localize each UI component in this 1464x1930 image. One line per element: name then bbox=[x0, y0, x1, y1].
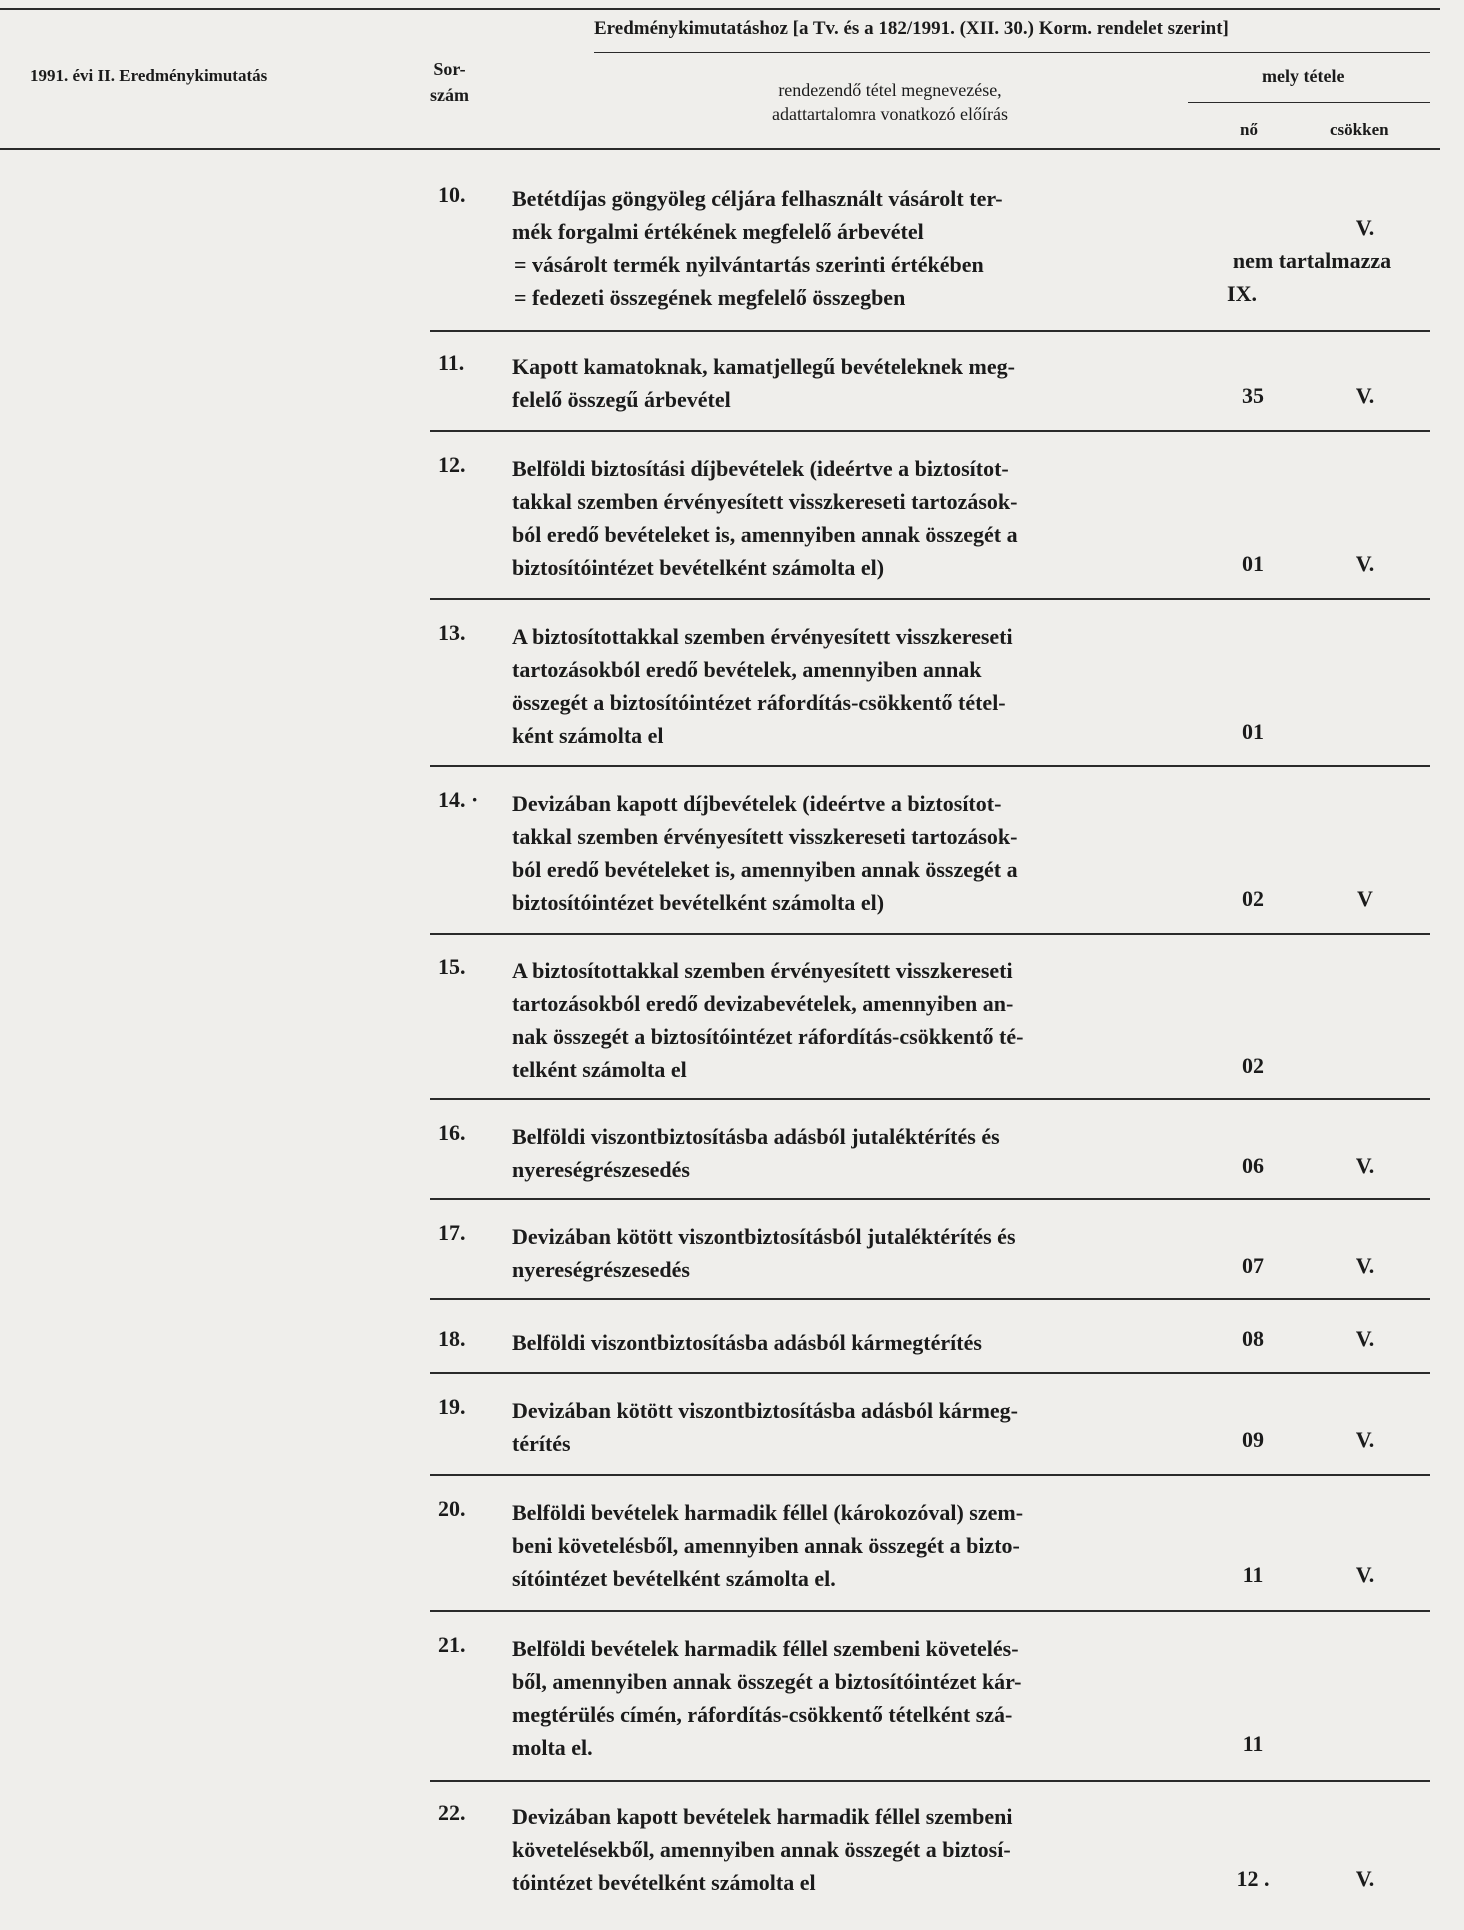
row-no-value: 08 bbox=[1242, 1326, 1264, 1351]
row-csokken-value: V bbox=[1357, 886, 1373, 911]
row-text-line: A biztosítottakkal szemben érvényesített visszkereseti bbox=[512, 624, 1013, 649]
row-text-line: molta el. bbox=[512, 1735, 593, 1760]
row-csokken-value: V. bbox=[1355, 1562, 1375, 1587]
row-number: 20. bbox=[438, 1496, 466, 1521]
description-header-line2: adattartalomra vonatkozó előírás bbox=[772, 104, 1008, 124]
row-number: 13. bbox=[438, 620, 466, 645]
row-text-line: Belföldi viszontbiztosításba adásból kármegtérítés bbox=[512, 1330, 982, 1355]
row-text-line: beni követelésből, amennyiben annak összegét a bizto- bbox=[512, 1533, 1020, 1558]
row-extra-note: IX. bbox=[1227, 281, 1257, 306]
header-bottom-rule bbox=[0, 148, 1440, 150]
row-text-line: követelésekből, amennyiben annak összegét a biztosí- bbox=[512, 1837, 1011, 1862]
row-number: 17. bbox=[438, 1220, 466, 1245]
row-text bbox=[512, 452, 1160, 584]
row-divider bbox=[430, 430, 1430, 432]
row-text bbox=[512, 1800, 1160, 1899]
row-divider bbox=[430, 765, 1430, 767]
row-text-line: ként számolta el bbox=[512, 723, 664, 748]
row-text-line: biztosítóintézet bevételként számolta el) bbox=[512, 555, 885, 580]
description-header-line1: rendezendő tétel megnevezése, bbox=[778, 80, 1002, 100]
row-text-line: tartozásokból eredő bevételek, amennyiben annak bbox=[512, 657, 982, 682]
mely-tetele-header: mely tétele bbox=[1262, 66, 1345, 86]
row-csokken-value: V. bbox=[1355, 1866, 1375, 1891]
row-no-value: 01 bbox=[1242, 719, 1264, 744]
row-divider bbox=[430, 1298, 1430, 1300]
row-text-line: takkal szemben érvényesített visszkereseti tartozások- bbox=[512, 824, 1018, 849]
sorszam-header-line1: Sor- bbox=[433, 59, 466, 79]
row-csokken-value: V. bbox=[1355, 1326, 1375, 1351]
row-no-value: 11 bbox=[1242, 1562, 1264, 1587]
row-divider bbox=[430, 1780, 1430, 1782]
row-number: 14. · bbox=[438, 787, 479, 812]
row-text-line: ből, amennyiben annak összegét a biztosítóintézet kár- bbox=[512, 1669, 1022, 1694]
no-column-header: nő bbox=[1240, 120, 1258, 139]
row-text-line: Devizában kapott bevételek harmadik féllel szembeni bbox=[512, 1804, 1013, 1829]
row-text-line: = fedezeti összegének megfelelő összegben bbox=[514, 285, 906, 310]
row-no-value: 09 bbox=[1242, 1427, 1264, 1452]
row-text-line: nak összegét a biztosítóintézet ráfordítás-csökkentő té- bbox=[512, 1024, 1024, 1049]
row-no-value: 35 bbox=[1242, 383, 1264, 408]
row-text-line: összegét a biztosítóintézet ráfordítás-csökkentő tétel- bbox=[512, 690, 1006, 715]
csokken-column-header: csökken bbox=[1330, 120, 1389, 139]
row-text-line: Kapott kamatoknak, kamatjellegű bevételeknek meg- bbox=[512, 354, 1015, 379]
row-no-value: 01 bbox=[1242, 551, 1264, 576]
row-text-line: nyereségrészesedés bbox=[512, 1257, 690, 1282]
row-divider bbox=[430, 1474, 1430, 1476]
row-csokken-value: V. bbox=[1355, 1253, 1375, 1278]
row-no-value: 07 bbox=[1242, 1253, 1264, 1278]
row-text-line: Belföldi viszontbiztosításba adásból jutaléktérítés és bbox=[512, 1124, 1000, 1149]
row-text-line: Devizában kötött viszontbiztosításba adásból kármeg- bbox=[512, 1398, 1019, 1423]
row-number: 22. bbox=[438, 1800, 466, 1825]
row-text-line: takkal szemben érvényesített visszkereseti tartozások- bbox=[512, 489, 1018, 514]
row-number: 15. bbox=[438, 954, 466, 979]
row-text bbox=[512, 1632, 1160, 1764]
row-text-line: telként számolta el bbox=[512, 1057, 687, 1082]
row-csokken-value: V. bbox=[1355, 215, 1375, 240]
row-text bbox=[512, 1326, 1160, 1359]
row-text-line: A biztosítottakkal szemben érvényesített visszkereseti bbox=[512, 958, 1013, 983]
row-no-value: 02 bbox=[1242, 1053, 1264, 1078]
row-no-value: 06 bbox=[1242, 1153, 1264, 1178]
row-text-line: Belföldi biztosítási díjbevételek (ideértve a biztosítot- bbox=[512, 456, 1009, 481]
row-csokken-value: V. bbox=[1355, 551, 1375, 576]
row-text-line: biztosítóintézet bevételként számolta el) bbox=[512, 890, 885, 915]
header-title: Eredménykimutatáshoz [a Tv. és a 182/1991. (XII. 30.) Korm. rendelet szerint] bbox=[594, 18, 1229, 39]
row-no-value: 12 . bbox=[1236, 1866, 1270, 1891]
row-text-line: megtérülés címén, ráfordítás-csökkentő tételként szá- bbox=[512, 1702, 1013, 1727]
row-text-line: Devizában kötött viszontbiztosításból jutaléktérítés és bbox=[512, 1224, 1016, 1249]
sorszam-header bbox=[430, 56, 469, 108]
row-text bbox=[512, 1394, 1160, 1460]
row-number: 10. bbox=[438, 182, 466, 207]
row-text bbox=[512, 1120, 1160, 1186]
row-text-line: Belföldi bevételek harmadik féllel szembeni követelés- bbox=[512, 1636, 1019, 1661]
row-divider bbox=[430, 1098, 1430, 1100]
row-text-line: tartozásokból eredő devizabevételek, amennyiben an- bbox=[512, 991, 1014, 1016]
description-header bbox=[660, 78, 1120, 126]
row-number: 12. bbox=[438, 452, 466, 477]
row-divider bbox=[430, 933, 1430, 935]
report-title: 1991. évi II. Eredménykimutatás bbox=[30, 66, 268, 85]
header-sub-rule bbox=[594, 52, 1430, 53]
row-number: 19. bbox=[438, 1394, 466, 1419]
row-extra-note: nem tartalmazza bbox=[1232, 248, 1392, 273]
row-text bbox=[512, 182, 1160, 314]
row-divider bbox=[430, 1198, 1430, 1200]
row-text-line: Betétdíjas göngyöleg céljára felhasznált vásárolt ter- bbox=[512, 186, 1003, 211]
row-number: 21. bbox=[438, 1632, 466, 1657]
top-rule bbox=[0, 8, 1440, 10]
row-text bbox=[512, 1496, 1160, 1595]
mely-sub-rule bbox=[1188, 102, 1430, 103]
row-divider bbox=[430, 1610, 1430, 1612]
row-text-line: térítés bbox=[512, 1431, 571, 1456]
row-no-value: 02 bbox=[1242, 886, 1264, 911]
row-text bbox=[512, 1220, 1160, 1286]
row-text bbox=[512, 350, 1160, 416]
sorszam-header-line2: szám bbox=[430, 85, 469, 105]
row-text-line: mék forgalmi értékének megfelelő árbevétel bbox=[512, 219, 924, 244]
row-text-line: tóintézet bevételként számolta el bbox=[512, 1870, 816, 1895]
row-csokken-value: V. bbox=[1355, 1153, 1375, 1178]
row-text-line: = vásárolt termék nyilvántartás szerinti értékében bbox=[514, 252, 984, 277]
row-text-line: Belföldi bevételek harmadik féllel (károkozóval) szem- bbox=[512, 1500, 1024, 1525]
row-text bbox=[512, 787, 1160, 919]
row-text bbox=[512, 954, 1160, 1086]
row-text-line: sítóintézet bevételként számolta el. bbox=[512, 1566, 836, 1591]
row-csokken-value: V. bbox=[1355, 1427, 1375, 1452]
row-number: 11. bbox=[438, 350, 465, 375]
row-csokken-value: V. bbox=[1355, 383, 1375, 408]
row-number: 16. bbox=[438, 1120, 466, 1145]
row-divider bbox=[430, 1372, 1430, 1374]
row-text-line: nyereségrészesedés bbox=[512, 1157, 690, 1182]
row-text-line: Devizában kapott díjbevételek (ideértve a biztosítot- bbox=[512, 791, 1002, 816]
row-text bbox=[512, 620, 1160, 752]
row-divider bbox=[430, 330, 1430, 332]
row-text-line: ból eredő bevételeket is, amennyiben annak összegét a bbox=[512, 857, 1018, 882]
row-no-value: 11 bbox=[1242, 1731, 1264, 1756]
row-text-line: felelő összegű árbevétel bbox=[512, 387, 731, 412]
row-divider bbox=[430, 598, 1430, 600]
row-number: 18. bbox=[438, 1326, 466, 1351]
row-text-line: ból eredő bevételeket is, amennyiben annak összegét a bbox=[512, 522, 1018, 547]
